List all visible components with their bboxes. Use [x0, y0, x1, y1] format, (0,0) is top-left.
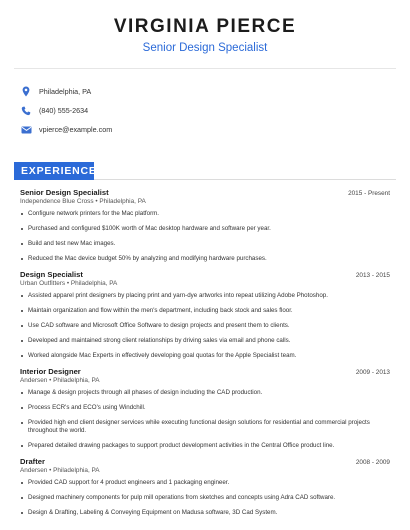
job-bullet: Assisted apparel print designers by placing print and yarn-dye artworks into repeat utilizing Adobe Photoshop. [20, 292, 390, 300]
job-entry [20, 270, 390, 360]
job-dates: 2013 - 2015 [355, 272, 390, 279]
contact-location [20, 82, 112, 101]
job-bullet: Use CAD software and Microsoft Office Software to design projects and present them to clients. [20, 322, 390, 330]
candidate-role: Senior Design Specialist [142, 42, 268, 54]
experience-divider [94, 179, 396, 180]
location-pin-icon [20, 86, 32, 98]
job-bullet: Design & Drafting, Labeling & Conveying Equipment on Madusa software, 3D Cad System. [20, 509, 390, 517]
job-bullets [20, 292, 390, 360]
job-bullet: Maintain organization and flow within the men's department, including back stock and sales floor. [20, 307, 390, 315]
job-bullet: Purchased and configured $100K worth of Mac desktop hardware and software per year. [20, 225, 390, 233]
candidate-name: VIRGINIA PIERCE [113, 16, 297, 37]
experience-heading: EXPERIENCE [14, 162, 94, 180]
job-bullet: Reduced the Mac device budget 50% by analyzing and modifying hardware purchases. [20, 255, 390, 263]
job-title: Senior Design Specialist [20, 188, 109, 197]
job-company: Andersen • Philadelphia, PA [20, 377, 100, 384]
experience-list [20, 188, 390, 524]
job-dates: 2009 - 2013 [355, 369, 390, 376]
job-bullets [20, 210, 390, 263]
header-divider [14, 68, 396, 69]
contact-email[interactable] [20, 120, 112, 139]
resume-header [0, 0, 410, 55]
job-company: Andersen • Philadelphia, PA [20, 467, 100, 474]
job-title: Interior Designer [20, 367, 81, 376]
contact-location-text: Philadelphia, PA [39, 87, 92, 96]
phone-icon [20, 105, 32, 117]
job-bullets [20, 479, 390, 517]
job-bullet: Manage & design projects through all phases of design including the CAD production. [20, 389, 390, 397]
job-entry [20, 188, 390, 263]
job-company: Urban Outfitters • Philadelphia, PA [20, 280, 118, 287]
job-bullet: Provided high end client designer services while executing functional design solutions for residential and commercial projects throughout the world. [20, 419, 390, 435]
job-bullet: Provided CAD support for 4 product engineers and 1 packaging engineer. [20, 479, 390, 487]
job-title: Drafter [20, 457, 45, 466]
job-dates: 2015 - Present [348, 190, 390, 197]
contact-phone-text: (840) 555-2634 [39, 106, 89, 115]
job-bullet: Developed and maintained strong client relationships by driving sales via email and phone calls. [20, 337, 390, 345]
job-title: Design Specialist [20, 270, 83, 279]
job-dates: 2008 - 2009 [355, 459, 390, 466]
contact-email-text[interactable]: vpierce@example.com [39, 125, 113, 134]
contact-list [20, 82, 112, 139]
contact-phone [20, 101, 112, 120]
job-entry [20, 457, 390, 517]
job-bullets [20, 389, 390, 450]
job-company: Independence Blue Cross • Philadelphia, PA [20, 198, 146, 205]
job-bullet: Configure network printers for the Mac platform. [20, 210, 390, 218]
envelope-icon [20, 124, 32, 136]
job-bullet: Designed machinery components for pulp mill operations from sketches and concepts using Adra CAD software. [20, 494, 390, 502]
job-bullet: Build and test new Mac images. [20, 240, 390, 248]
job-bullet: Prepared detailed drawing packages to support product development activities in the Central Office product line. [20, 442, 390, 450]
job-entry [20, 367, 390, 450]
job-bullet: Worked alongside Mac Experts in effectively developing goal quotas for the Apple Specialist team. [20, 352, 390, 360]
job-bullet: Process ECR's and ECO's using Windchill. [20, 404, 390, 412]
